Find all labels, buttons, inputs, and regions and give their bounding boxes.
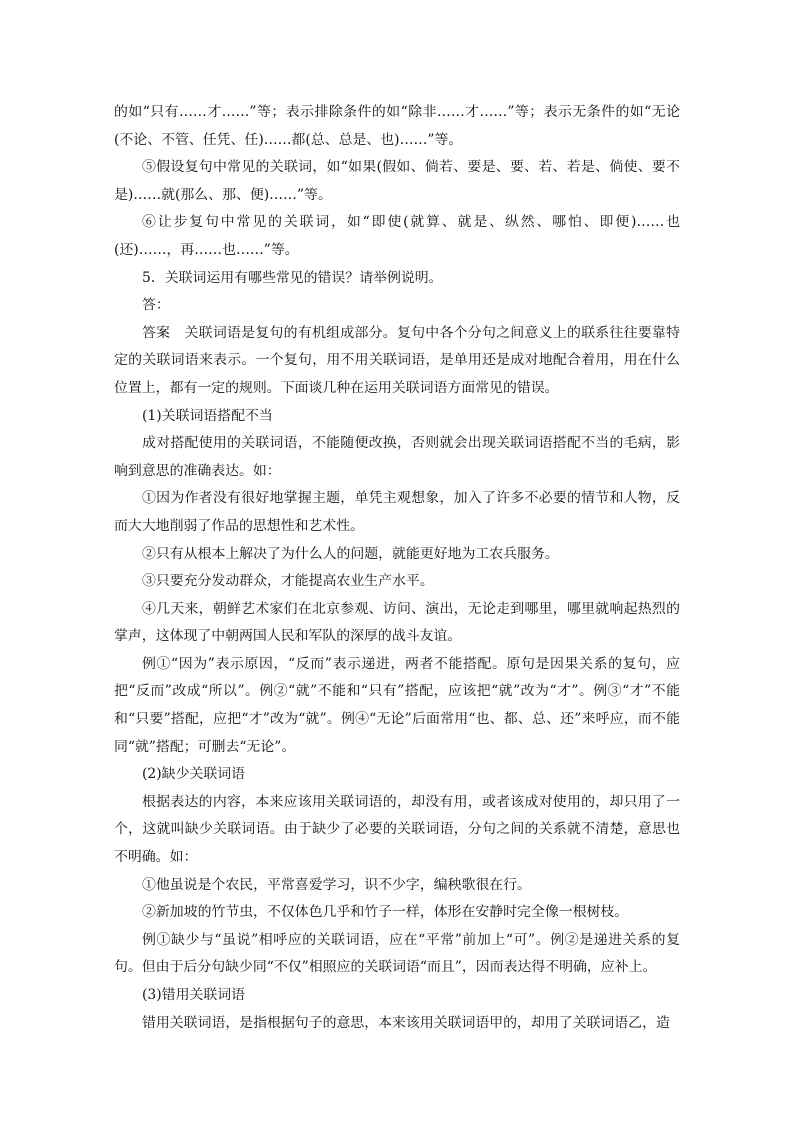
- example-item: ③只要充分发动群众，才能提高农业生产水平。: [142, 573, 434, 590]
- section-3-description: 错用关联词语，是指根据句子的意思，本来该用关联词语甲的，却用了关联词语乙，造: [142, 1014, 670, 1031]
- section-2-description: 根据表达的内容，本来应该用关联词语的，却没有用，或者该成对使用的，却只用了一个，这就叫缺少关联词语。由于缺少了必要的关联词语，分句之间的关系就不清楚，意思也不明确。如：: [114, 793, 680, 866]
- section-heading-3: (3)错用关联词语: [142, 987, 246, 1003]
- example-item: ②只有从根本上解决了为什么人的问题，就能更好地为工农兵服务。: [142, 545, 559, 562]
- section-1-description: 成对搭配使用的关联词语，不能随便改换，否则就会出现关联词语搭配不当的毛病，影响到意思的准确表达。如：: [114, 435, 680, 479]
- paragraph-concessive-conjunctions: ⑥让步复句中常见的关联词，如“即使(就算、就是、纵然、哪怕、即便)……也(还)……，再……也……”等。: [114, 214, 680, 258]
- example-item: ①他虽说是个农民，平常喜爱学习，识不少字，编秧歌很在行。: [142, 876, 531, 893]
- example-item: ①因为作者没有很好地掌握主题，单凭主观想象，加入了许多不必要的情节和人物，反而大大地削弱了作品的思想性和艺术性。: [114, 490, 680, 534]
- section-1-explanation: 例①“因为”表示原因，“反而”表示递进，两者不能搭配。原句是因果关系的复句，应把“反而”改成“所以”。例②“就”不能和“只有”搭配，应该把“就”改为“才”。例③“才”不能和“只要”搭配，应把“才”改为“就”。例④“无论”后面常用“也、都、总、还”来呼应，而不能同“就”搭配；可删去“无论”。: [114, 655, 680, 755]
- paragraph-hypothetical-conjunctions: ⑤假设复句中常见的关联词，如“如果(假如、倘若、要是、要、若、若是、倘使、要不是)……就(那么、那、便)……”等。: [114, 159, 680, 203]
- section-heading-2: (2)缺少关联词语: [142, 766, 246, 783]
- section-heading-1: (1)关联词语搭配不当: [142, 407, 273, 424]
- section-2-explanation: 例①缺少与“虽说”相呼应的关联词语，应在“平常”前加上“可”。例②是递进关系的复句。但由于后分句缺少同“不仅”相照应的关联词语“而且”，因而表达得不明确，应补上。: [114, 931, 680, 976]
- document-body: [114, 99, 680, 1037]
- question-5: 5．关联词运用有哪些常见的错误？请举例说明。: [142, 269, 443, 286]
- example-item: ②新加坡的竹节虫，不仅体色几乎和竹子一样，体形在安静时完全像一根树枝。: [142, 904, 629, 921]
- example-item: ④几天来，朝鲜艺术家们在北京参观、访问、演出，无论走到哪里，哪里就响起热烈的掌声，这体现了中朝两国人民和军队的深厚的战斗友谊。: [114, 600, 680, 645]
- answer-label: 答：: [142, 297, 170, 314]
- answer-intro: 答案 关联词语是复句的有机组成部分。复句中各个分句之间意义上的联系往往要靠特定的关联词语来表示。一个复句，用不用关联词语，是单用还是成对地配合着用，用在什么位置上，都有一定的规则。下面谈几种在运用关联词语方面常见的错误。: [114, 324, 680, 396]
- paragraph-continuation: 的如“只有……才……”等；表示排除条件的如“除非……才……”等；表示无条件的如“无论(不论、不管、任凭、任)……都(总、总是、也)……”等。: [114, 104, 680, 148]
